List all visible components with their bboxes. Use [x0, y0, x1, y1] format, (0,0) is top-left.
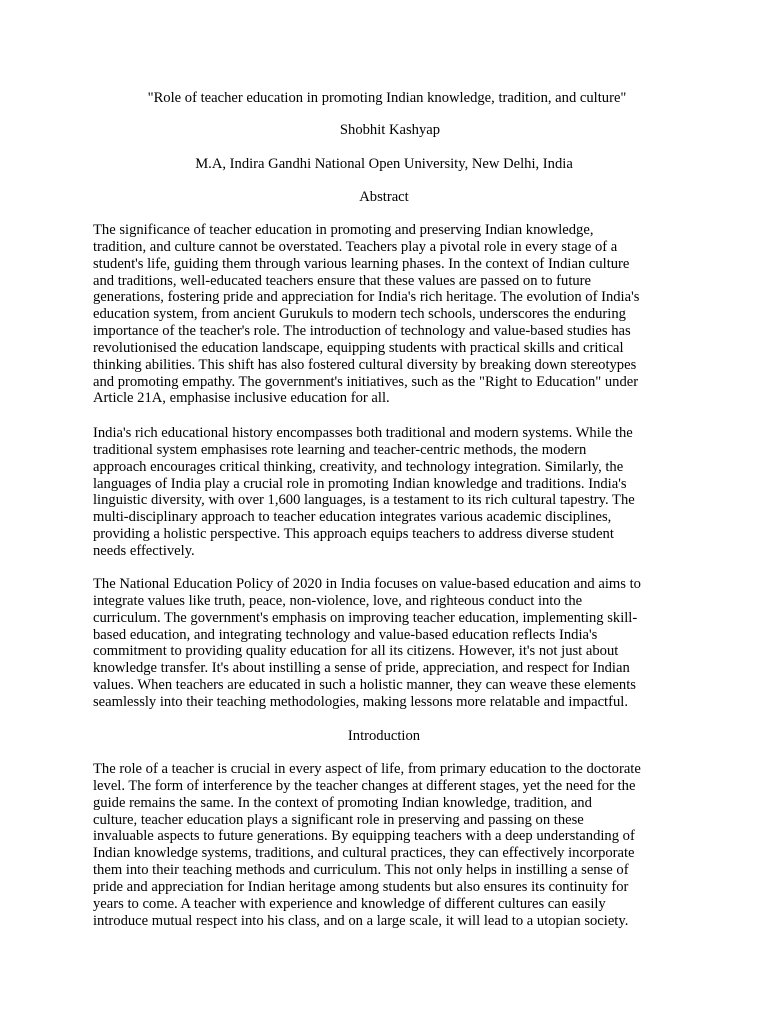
author-name: Shobhit Kashyap [339, 122, 441, 138]
text-line: curriculum. The government's emphasis on improving teacher education, implementing skill- [93, 609, 638, 626]
abstract-paragraph-2 [93, 425, 693, 560]
paper-title: "Role of teacher education in promoting Indian knowledge, tradition, and culture" [147, 90, 627, 106]
text-line: traditional system emphasises rote learning and teacher-centric methods, the modern [93, 441, 587, 458]
text-line: guide remains the same. In the context of promoting Indian knowledge, tradition, and [93, 794, 592, 811]
text-line: languages of India play a crucial role in promoting Indian knowledge and traditions. India's [93, 475, 627, 492]
text-line: multi-disciplinary approach to teacher education integrates various academic disciplines, [93, 509, 612, 526]
text-line: thinking abilities. This shift has also fostered cultural diversity by breaking down stereotypes [93, 356, 637, 373]
text-line: The role of a teacher is crucial in every aspect of life, from primary education to the doctorate [93, 761, 641, 777]
text-line: based education, and integrating technology and value-based education reflects India's [93, 626, 598, 643]
abstract-heading: Abstract [359, 189, 409, 205]
text-line: Article 21A, emphasise inclusive education for all. [93, 390, 390, 407]
text-line: pride and appreciation for Indian heritage among students but also ensures its continuity for [93, 878, 629, 895]
text-line: values. When teachers are educated in such a holistic manner, they can weave these elements [93, 677, 636, 694]
abstract-paragraph-1 [93, 222, 693, 407]
text-line: introduce mutual respect into his class, and on a large scale, it will lead to a utopian society. [93, 912, 629, 929]
text-line: and traditions, well-educated teachers ensure that these values are passed on to future [93, 272, 592, 289]
text-line: culture, teacher education plays a significant role in preserving and passing on these [93, 811, 584, 828]
text-line: revolutionised the education landscape, equipping students with practical skills and critical [93, 339, 624, 356]
text-line: level. The form of interference by the teacher changes at different stages, yet the need for the [93, 777, 636, 794]
text-line: linguistic diversity, with over 1,600 languages, is a testament to its rich cultural tapestry. The [93, 492, 635, 509]
text-line: The National Education Policy of 2020 in India focuses on value-based education and aims to [93, 576, 641, 592]
text-line: Indian knowledge systems, traditions, and cultural practices, they can effectively incorporate [93, 845, 635, 862]
text-line: education system, from ancient Gurukuls to modern tech schools, underscores the enduring [93, 306, 626, 323]
text-line: needs effectively. [93, 542, 195, 559]
text-line: importance of the teacher's role. The introduction of technology and value-based studies has [93, 323, 631, 340]
text-line: tradition, and culture cannot be overstated. Teachers play a pivotal role in every stage of a [93, 238, 618, 255]
text-line: years to come. A teacher with experience and knowledge of different cultures can easily [93, 895, 606, 912]
introduction-heading: Introduction [347, 728, 421, 744]
author-affiliation: M.A, Indira Gandhi National Open University, New Delhi, India [195, 156, 573, 172]
text-line: providing a holistic perspective. This approach equips teachers to address diverse student [93, 526, 614, 543]
text-line: India's rich educational history encompasses both traditional and modern systems. While the [93, 425, 633, 441]
text-line: invaluable aspects to future generations. By equipping teachers with a deep understanding of [93, 828, 635, 845]
text-line: seamlessly into their teaching methodologies, making lessons more relatable and impactful. [93, 693, 628, 710]
text-line: and promoting empathy. The government's initiatives, such as the "Right to Education" under [93, 373, 639, 390]
text-line: The significance of teacher education in promoting and preserving Indian knowledge, [93, 222, 594, 238]
text-line: approach encourages critical thinking, creativity, and technology integration. Similarly, the [93, 458, 624, 475]
text-line: student's life, guiding them through various learning phases. In the context of Indian culture [93, 255, 630, 272]
text-line: generations, fostering pride and appreciation for India's rich heritage. The evolution of India's [93, 289, 640, 306]
abstract-paragraph-3 [93, 576, 693, 711]
text-line: integrate values like truth, peace, non-violence, love, and righteous conduct into the [93, 592, 583, 609]
introduction-paragraph [93, 761, 693, 929]
text-line: commitment to providing quality education for all its citizens. However, it's not just about [93, 643, 619, 660]
text-line: knowledge transfer. It's about instilling a sense of pride, appreciation, and respect for Indian [93, 660, 630, 677]
text-line: them into their teaching methods and curriculum. This not only helps in instilling a sense of [93, 862, 629, 879]
